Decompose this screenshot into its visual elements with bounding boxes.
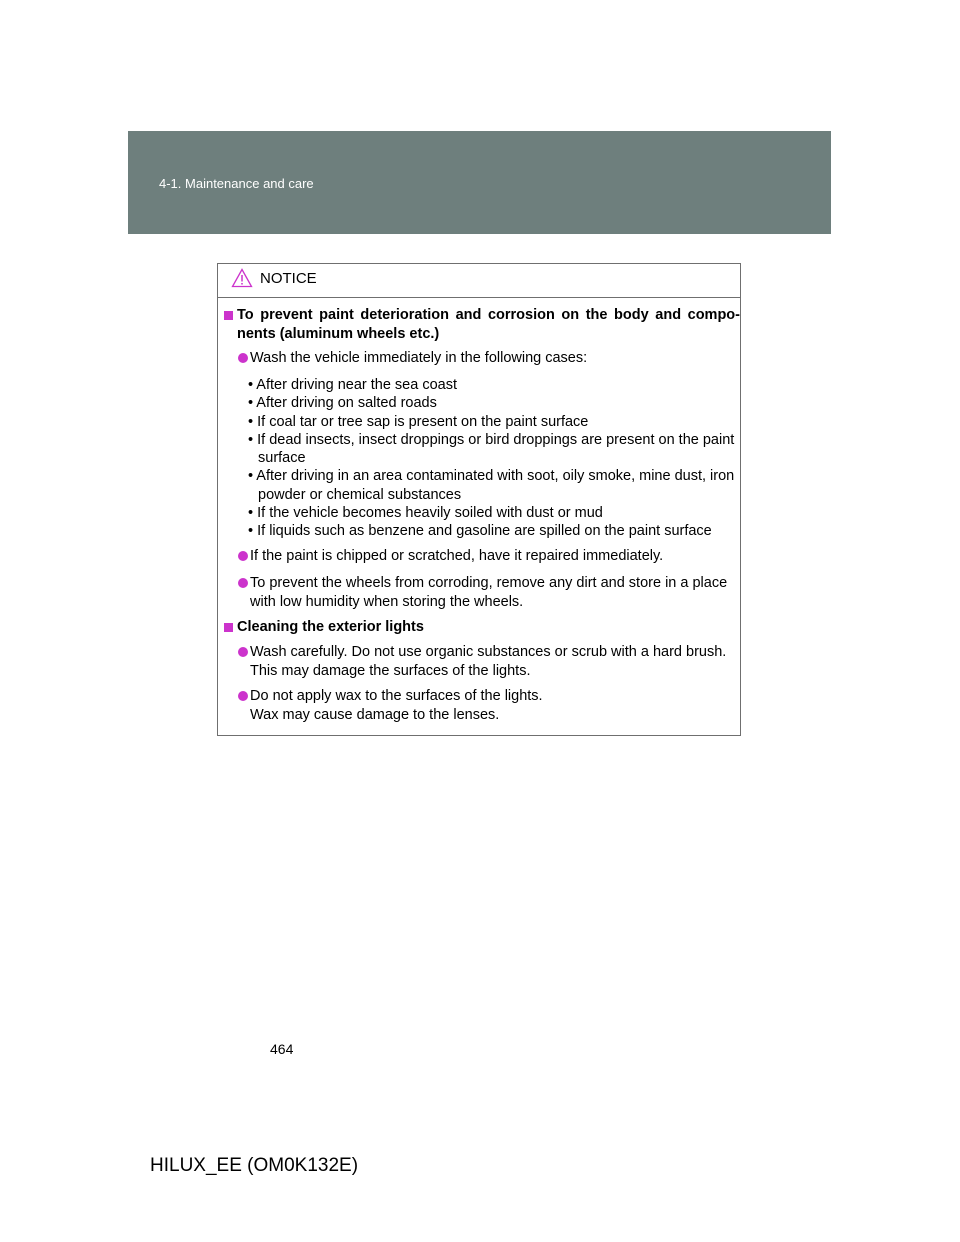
- round-bullet-icon: [238, 551, 248, 561]
- warning-triangle-icon: [231, 268, 253, 288]
- list-item: Wash carefully. Do not use organic substances or scrub with a hard brush. This may damage the surfaces of the lights.: [238, 643, 738, 681]
- square-bullet-icon: [224, 311, 233, 320]
- sub-list-item: • If liquids such as benzene and gasoline are spilled on the paint surface: [248, 523, 712, 540]
- list-item: To prevent the wheels from corroding, remove any dirt and store in a place with low humidity when storing the wheels.: [238, 574, 738, 612]
- sub-list: [248, 376, 736, 541]
- sub-list-item: • If coal tar or tree sap is present on the paint surface: [248, 413, 589, 430]
- section-heading: To prevent paint deterioration and corrosion on the body and compo-nents (aluminum wheels etc.): [224, 306, 740, 344]
- sub-list-item: • If the vehicle becomes heavily soiled with dust or mud: [248, 505, 603, 522]
- square-bullet-icon: [224, 623, 233, 632]
- list-item: Wash the vehicle immediately in the following cases:: [238, 349, 738, 368]
- document-id: HILUX_EE (OM0K132E): [150, 1155, 359, 1176]
- round-bullet-icon: [238, 353, 248, 363]
- page-number: 464: [270, 1041, 294, 1057]
- round-bullet-icon: [238, 647, 248, 657]
- section-heading: Cleaning the exterior lights: [224, 618, 740, 637]
- round-bullet-icon: [238, 578, 248, 588]
- section-title: 4-1. Maintenance and care: [159, 176, 314, 191]
- notice-title: NOTICE: [260, 270, 317, 287]
- sub-list-item: • After driving on salted roads: [248, 395, 437, 412]
- header-bar: [128, 131, 831, 234]
- notice-header: [218, 264, 740, 298]
- notice-box: [217, 263, 741, 736]
- sub-list-item: • If dead insects, insect droppings or bird droppings are present on the paint surface: [248, 431, 735, 467]
- sub-list-item: • After driving near the sea coast: [248, 377, 457, 393]
- round-bullet-icon: [238, 691, 248, 701]
- list-item: If the paint is chipped or scratched, have it repaired immediately.: [238, 547, 738, 566]
- sub-list-item: • After driving in an area contaminated with soot, oily smoke, mine dust, iron powder or chemical substances: [248, 468, 735, 503]
- list-item: Do not apply wax to the surfaces of the lights. Wax may cause damage to the lenses.: [238, 687, 738, 725]
